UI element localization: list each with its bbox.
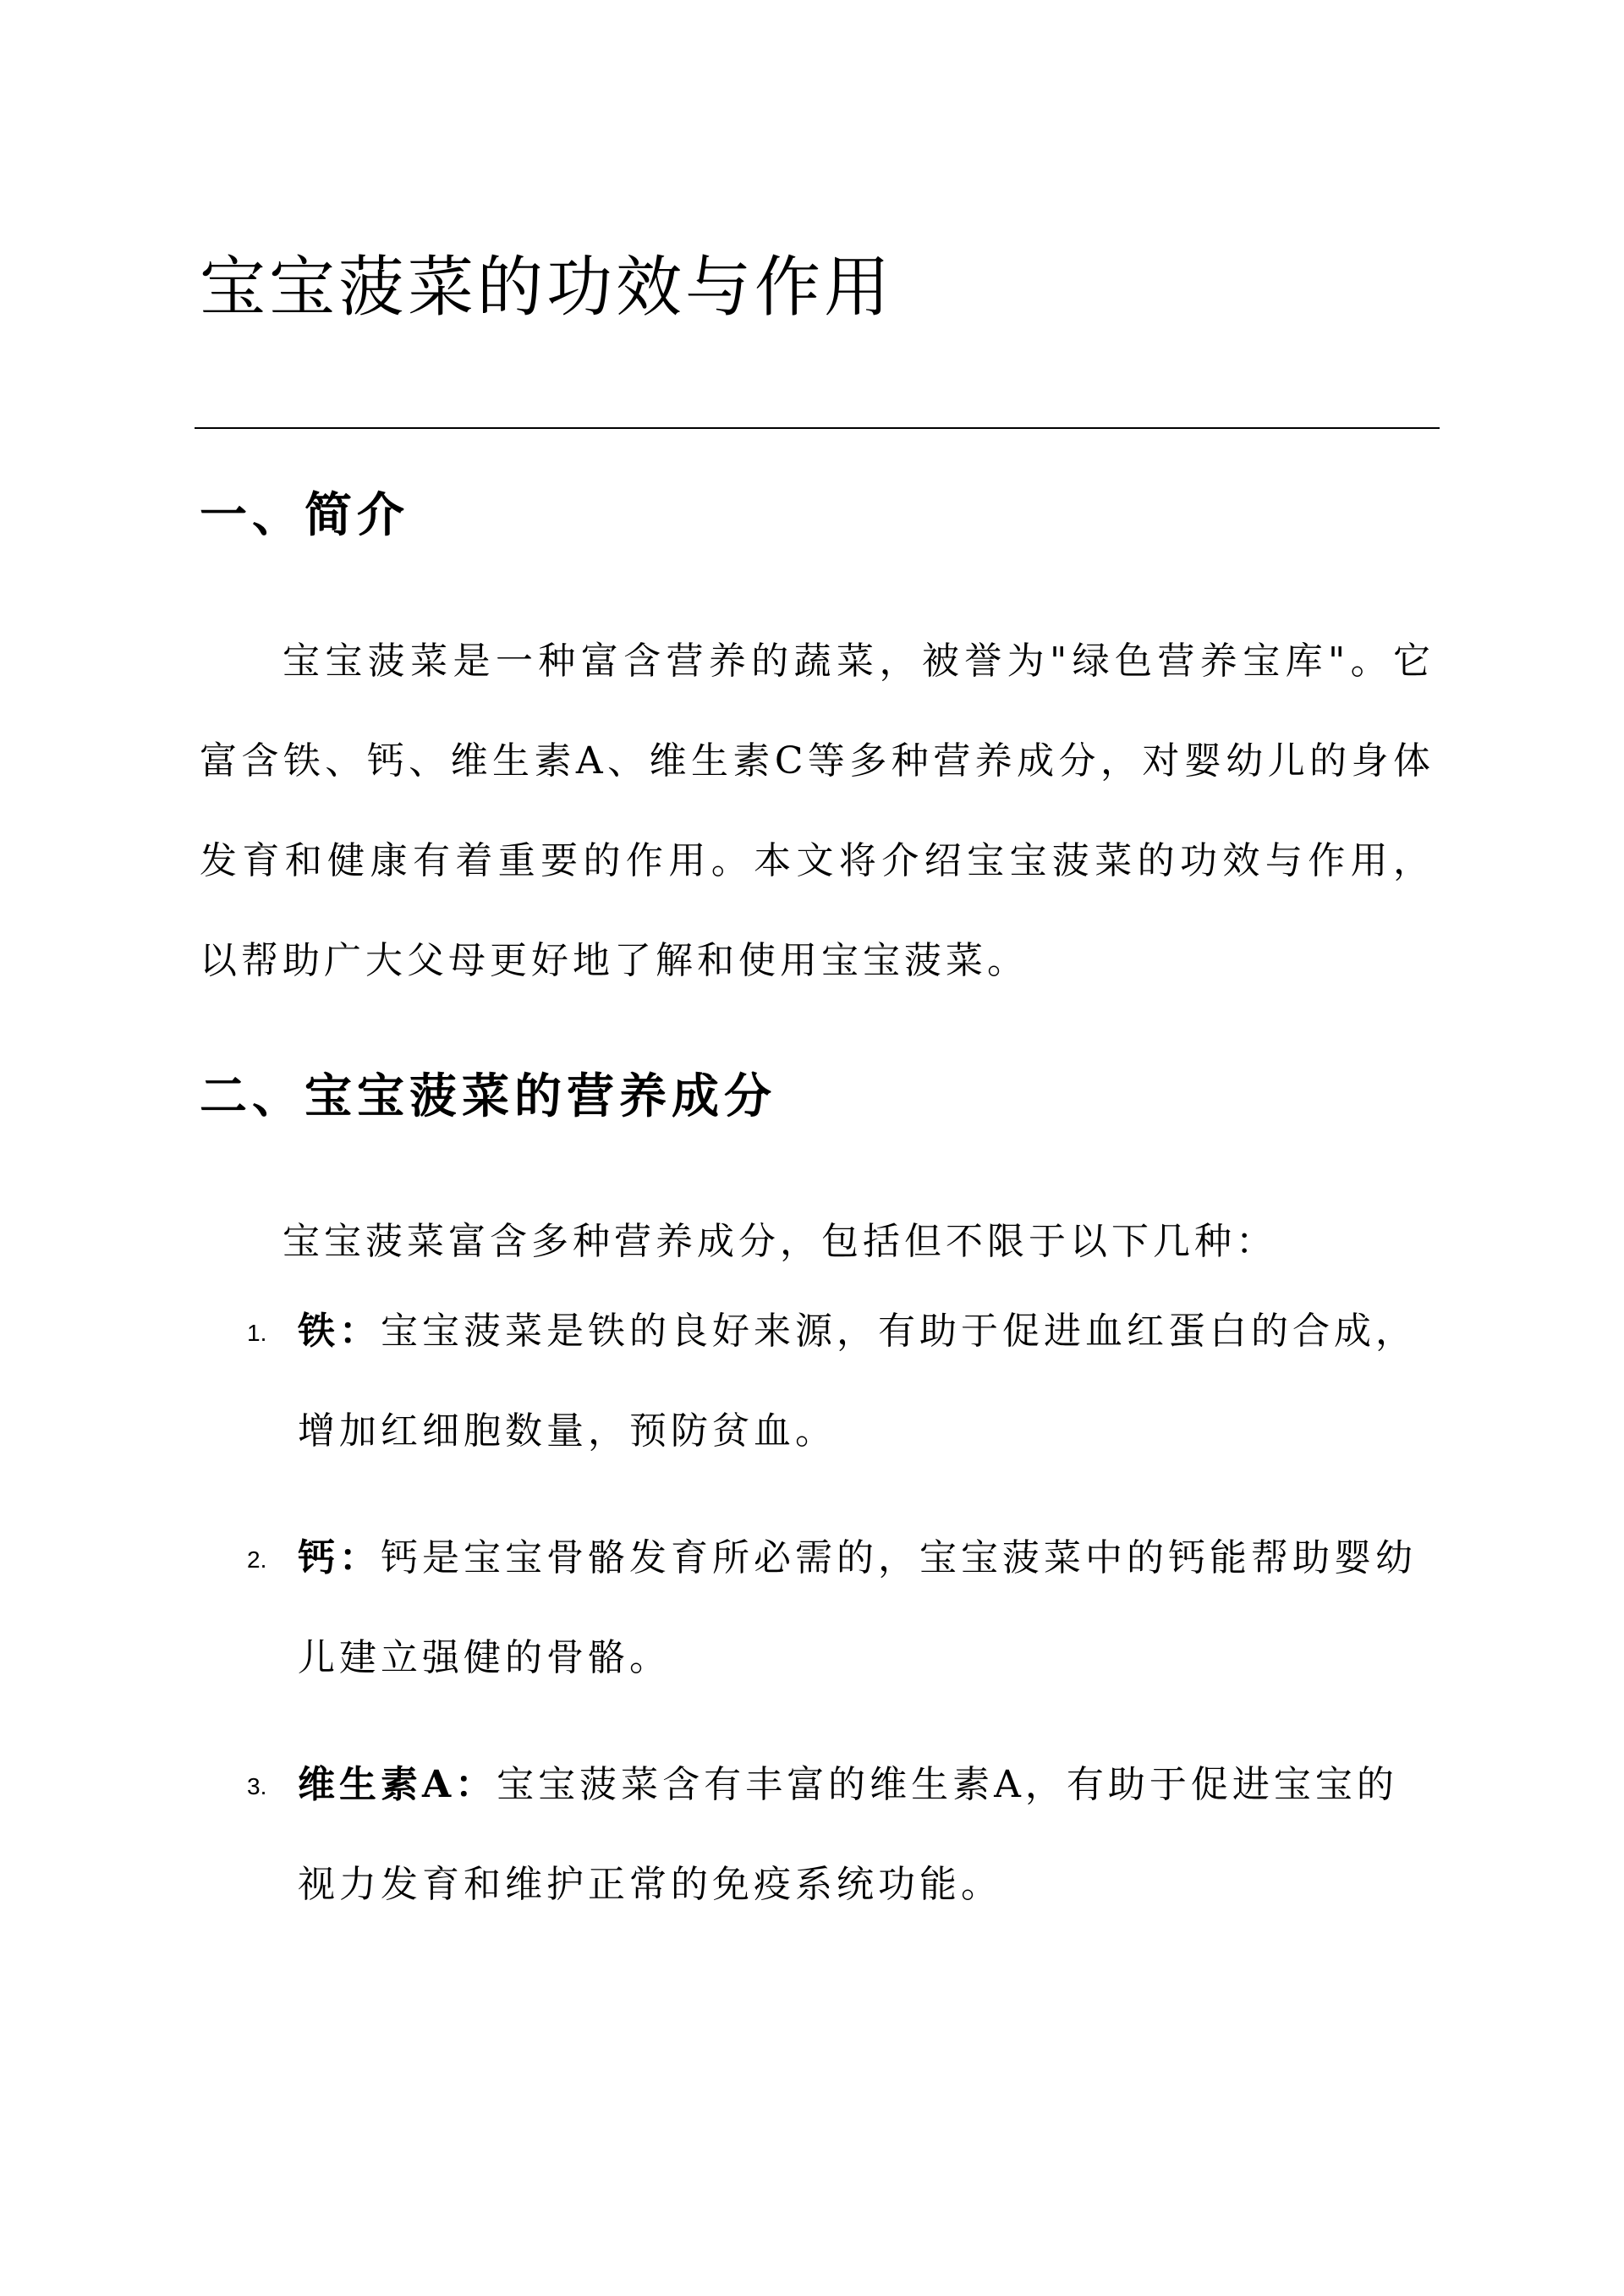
list-item — [200, 1282, 1435, 1481]
list-item-number: 3. — [247, 1773, 267, 1799]
list-item-term: 钙： — [298, 1536, 381, 1579]
nutrient-list — [200, 1282, 1435, 1962]
list-item-text: 钙是宝宝骨骼发育所必需的，宝宝菠菜中的钙能帮助婴幼儿建立强健的骨骼。 — [298, 1536, 1417, 1679]
nutrients-intro-paragraph: 宝宝菠菜富含多种营养成分，包括但不限于以下几种： — [283, 1220, 1277, 1263]
list-item-text: 宝宝菠菜含有丰富的维生素A，有助于促进宝宝的视力发育和维护正常的免疫系统功能。 — [298, 1763, 1398, 1906]
section-heading-nutrients: 二、宝宝菠菜的营养成分 — [200, 1068, 776, 1125]
list-item — [200, 1508, 1435, 1708]
list-item-number: 1. — [247, 1320, 267, 1346]
title-divider — [195, 427, 1440, 429]
document-title: 宝宝菠菜的功效与作用 — [200, 250, 894, 327]
list-item-number: 2. — [247, 1546, 267, 1573]
list-item-term: 铁： — [298, 1310, 381, 1353]
section-heading-intro: 一、简介 — [200, 487, 409, 544]
list-item-term: 维生素A： — [298, 1763, 497, 1806]
list-item — [200, 1735, 1435, 1935]
intro-paragraph: 宝宝菠菜是一种富含营养的蔬菜，被誉为"绿色营养宝库"。它富含铁、钙、维生素A、维生素C等多种营养成分，对婴幼儿的身体发育和健康有着重要的作用。本文将介绍宝宝菠菜的功效与作用，以帮助广大父母更好地了解和使用宝宝菠菜。 — [200, 640, 1435, 982]
list-item-text: 宝宝菠菜是铁的良好来源，有助于促进血红蛋白的合成，增加红细胞数量，预防贫血。 — [298, 1310, 1417, 1453]
